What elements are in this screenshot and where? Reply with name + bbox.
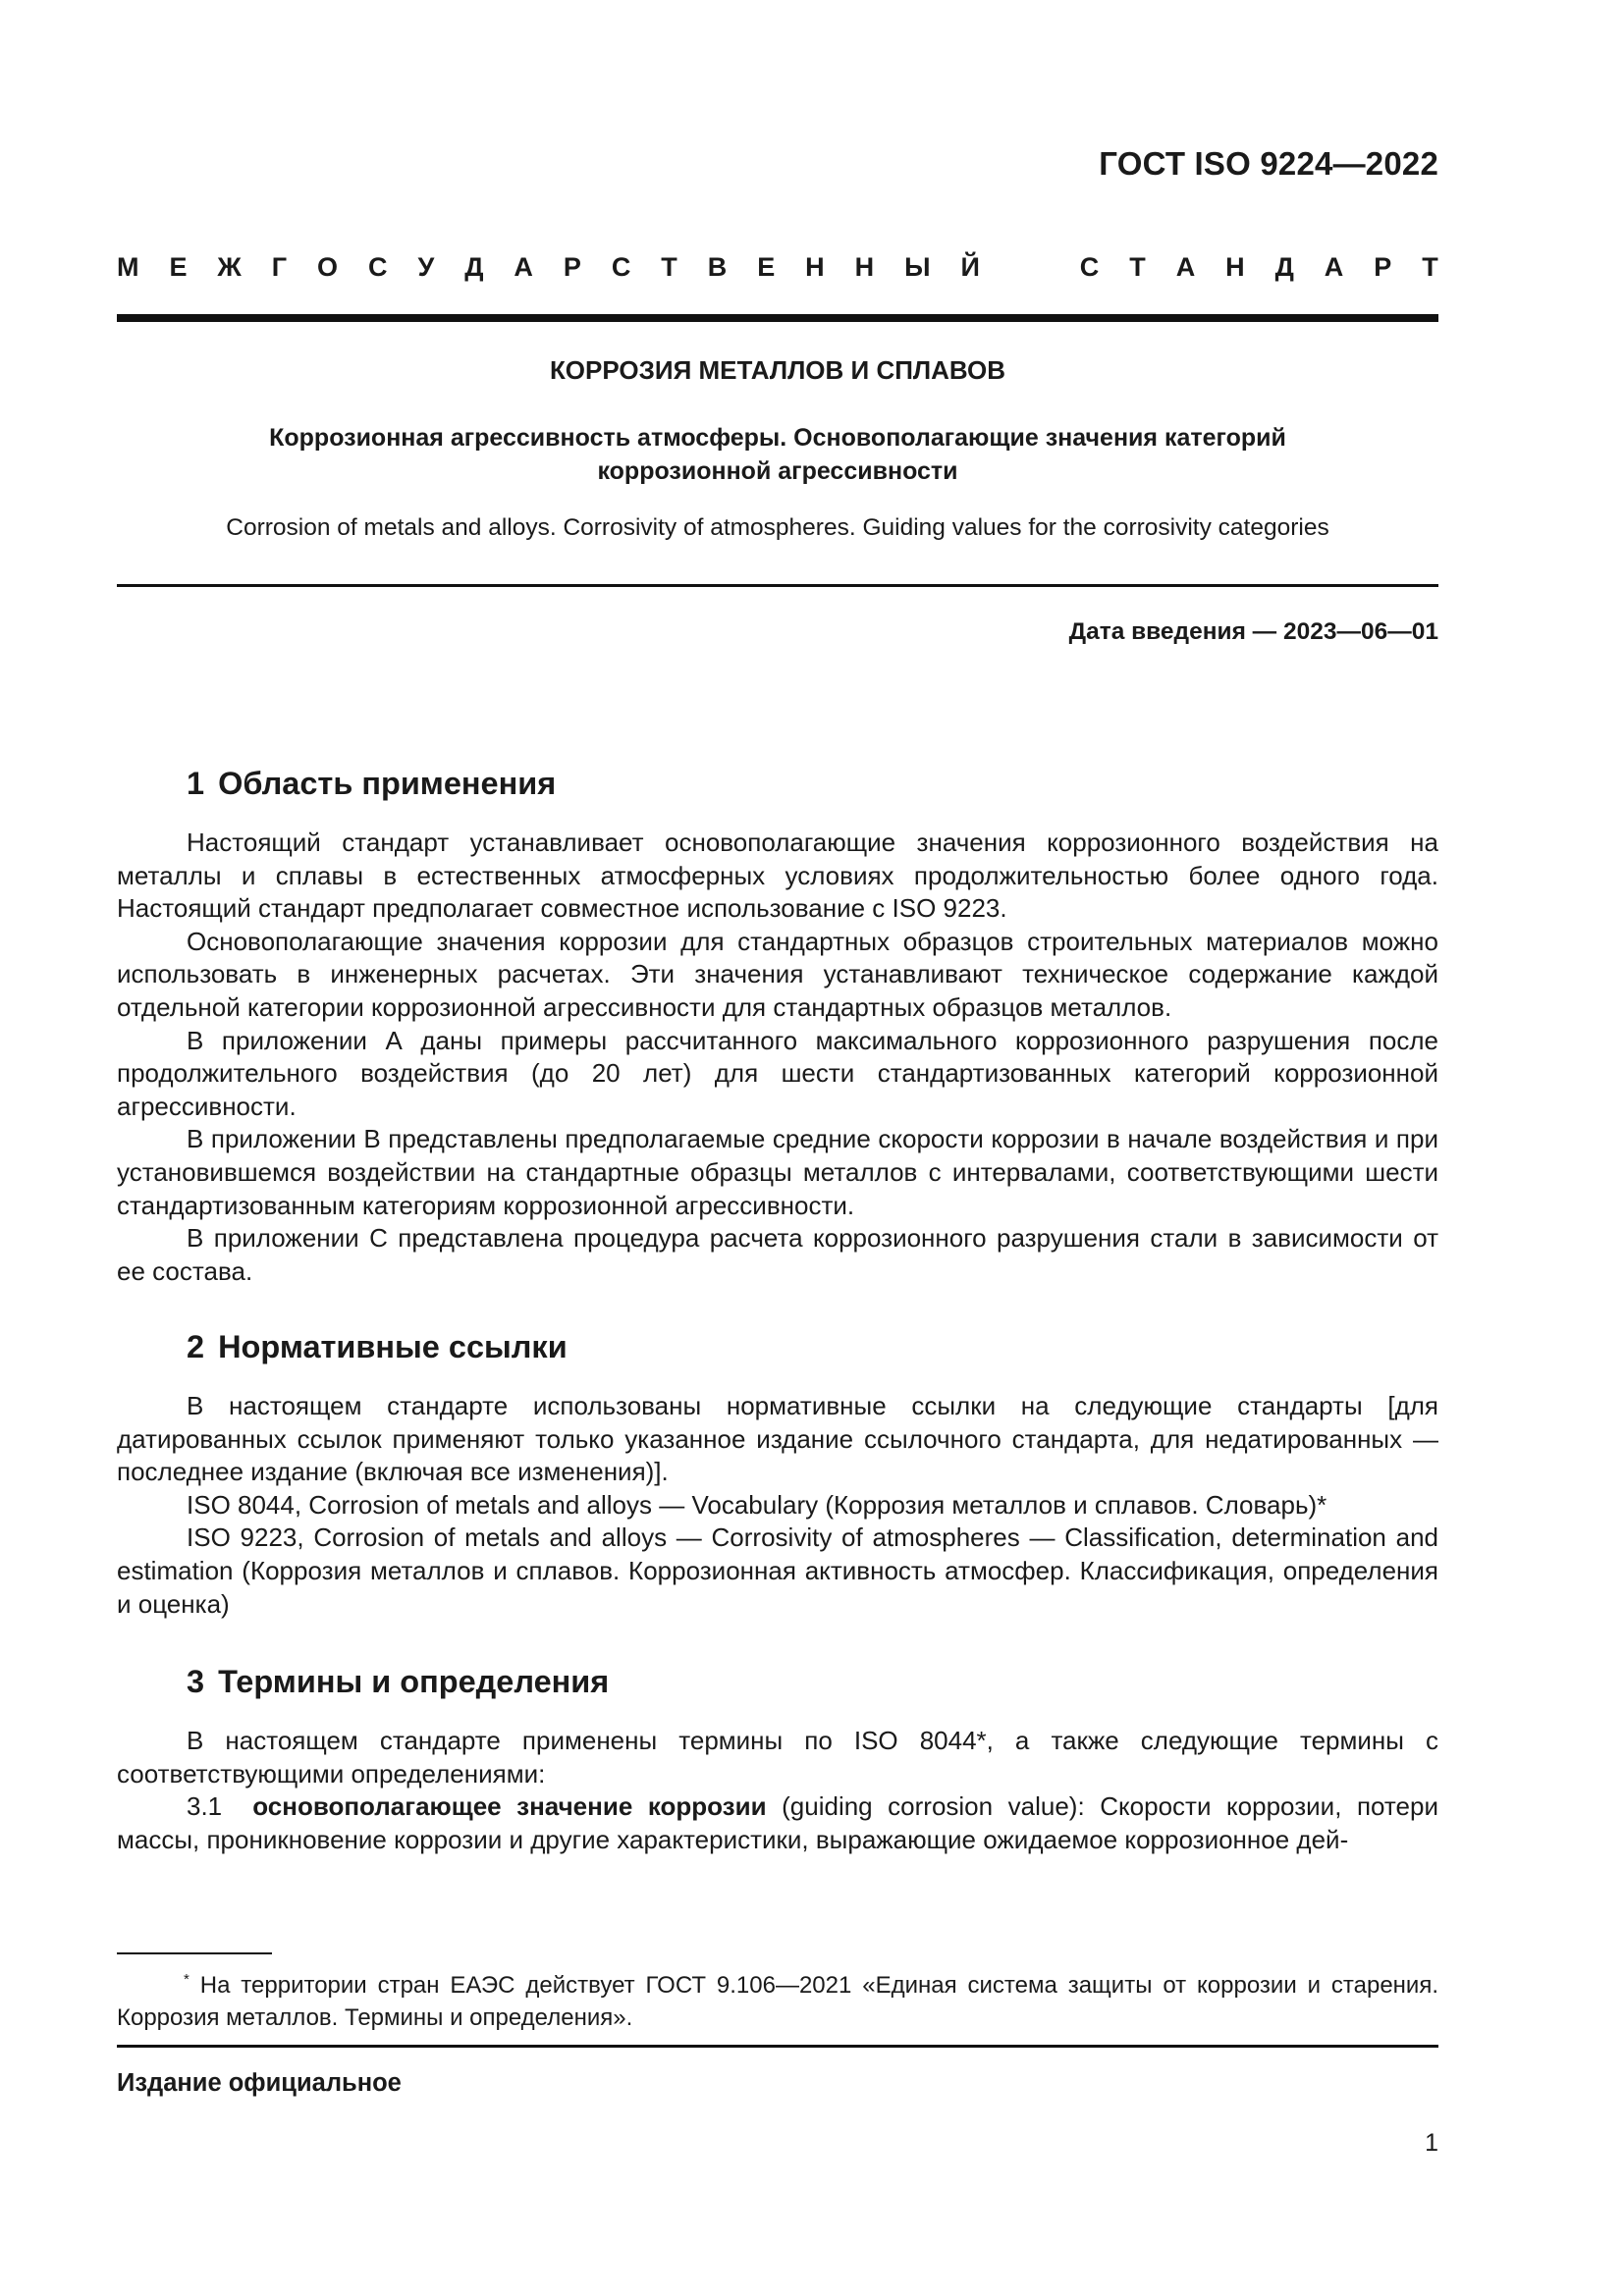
standard-type-letter: Е (169, 252, 188, 282)
section-body-scope (117, 827, 1438, 1288)
standard-type-letter: Р (1374, 252, 1392, 282)
document-subtitle (117, 421, 1438, 488)
section-number: 3 (187, 1664, 205, 1699)
standard-type-letter: А (514, 252, 533, 282)
footnote-separator (117, 1952, 272, 1954)
paragraph: В приложении А даны примеры рассчитанного максимального коррозионного разрушения после продолжительного воздействия (до 20 лет) для шести стандартизованных категорий коррозионной агрессивности. (117, 1025, 1438, 1121)
paragraph: В настоящем стандарте применены термины по ISO 8044*, а также следующие термины с соответствующими определениями: (117, 1726, 1438, 1789)
standard-type-letter: В (707, 252, 728, 282)
standard-type-letter: Д (1274, 252, 1294, 282)
section-number: 2 (187, 1329, 205, 1364)
paragraph: В настоящем стандарте использованы нормативные ссылки на следующие стандарты [для датированных ссылок применяют только указанное издание ссылочного стандарта, для недатированных — последнее издание (включая все изменения)]. (117, 1391, 1438, 1487)
standard-type-letter: Н (805, 252, 825, 282)
introduction-date: Дата введения — 2023—06—01 (1068, 618, 1438, 645)
footnote (117, 1963, 1438, 2034)
footnote-marker: * (184, 1971, 189, 1988)
subtitle-line-2: коррозионной агрессивности (597, 457, 958, 485)
section-body-terms (117, 1725, 1438, 1856)
standard-type-letter: Т (661, 252, 677, 282)
paragraph: Основополагающие значения коррозии для стандартных образцов строительных материалов можно использовать в инженерных расчетах. Эти значения устанавливают техническое содержание каждой отдельной категории коррозионной агрессивности для стандартных образцов металлов. (117, 926, 1438, 1022)
section-title: Область применения (218, 766, 557, 801)
standard-type-letter: Т (1129, 252, 1146, 282)
section-heading-normative-references (187, 1329, 568, 1365)
page-number: 1 (1425, 2129, 1438, 2157)
standard-type-letter: Г (271, 252, 288, 282)
standard-type-letter: Е (757, 252, 776, 282)
edition-label: Издание официальное (117, 2069, 402, 2097)
section-body-normative-references (117, 1390, 1438, 1621)
title-rule (117, 584, 1438, 587)
header-rule (117, 314, 1438, 322)
word-gap (1010, 252, 1050, 283)
section-heading-terms (187, 1664, 609, 1700)
term-definition-text: (guiding corrosion value): Скорости коррозии, потери массы, проникновение коррозии и другие характеристики, выражающие ожидаемое коррозионное дей- (117, 1791, 1438, 1854)
reference-item: ISO 8044, Corrosion of metals and alloys — Vocabulary (Коррозия металлов и сплавов. Словарь)* (187, 1489, 1327, 1520)
section-title: Термины и определения (218, 1664, 610, 1699)
standard-type-letter: Н (1225, 252, 1245, 282)
standard-type-letter: У (417, 252, 435, 282)
reference-item: ISO 9223, Corrosion of metals and alloys — Corrosivity of atmospheres — Classification, determination and estimation (Коррозия металлов и сплавов. Коррозионная активность атмосфер. Классификация, определения и оценка) (117, 1522, 1438, 1619)
standard-type-letter: С (611, 252, 631, 282)
section-title: Нормативные ссылки (218, 1329, 568, 1364)
standard-type-letter: Т (1422, 252, 1438, 282)
standard-type-letter: Й (960, 252, 980, 282)
standard-type-letter: М (117, 252, 139, 282)
term-number: 3.1 (187, 1791, 223, 1822)
standard-type-letter: Ж (217, 252, 242, 282)
standard-type-letter: С (368, 252, 388, 282)
standard-type-letter: Н (854, 252, 875, 282)
standard-type-letter: Р (563, 252, 581, 282)
standard-type (117, 252, 1438, 283)
standard-type-letter: А (1175, 252, 1196, 282)
term-name: основополагающее значение коррозии (252, 1791, 767, 1822)
paragraph: В приложении С представлена процедура расчета коррозионного разрушения стали в зависимости от ее состава. (117, 1223, 1438, 1286)
standard-type-letter: Ы (904, 252, 931, 282)
document-id: ГОСТ ISO 9224—2022 (1099, 145, 1438, 182)
document-title: КОРРОЗИЯ МЕТАЛЛОВ И СПЛАВОВ (549, 355, 1006, 385)
standard-type-letter: О (317, 252, 339, 282)
paragraph: В приложении В представлены предполагаемые средние скорости коррозии в начале воздействия и при установившемся воздействии на стандартные образцы металлов с интервалами, соответствующими шести стандартизованным категориям коррозионной агрессивности. (117, 1124, 1438, 1220)
footnote-text: На территории стран ЕАЭС действует ГОСТ 9.106—2021 «Единая система защиты от коррозии и старения. Коррозия металлов. Термины и определения». (117, 1972, 1438, 2031)
english-title: Corrosion of metals and alloys. Corrosivity of atmospheres. Guiding values for the corrosivity categories (226, 514, 1329, 541)
standard-type-letter: А (1324, 252, 1344, 282)
section-heading-scope (187, 766, 556, 802)
section-number: 1 (187, 766, 205, 801)
paragraph: Настоящий стандарт устанавливает основополагающие значения коррозионного воздействия на металлы и сплавы в естественных атмосферных условиях продолжительностью более одного года. Настоящий стандарт предполагает совместное использование с ISO 9223. (117, 828, 1438, 924)
subtitle-line-1: Коррозионная агрессивность атмосферы. Основополагающие значения категорий (269, 424, 1286, 452)
standard-type-letter: Д (464, 252, 484, 282)
term-definition (117, 1790, 1438, 1856)
standard-type-letter: С (1079, 252, 1100, 282)
footer-rule (117, 2045, 1438, 2048)
